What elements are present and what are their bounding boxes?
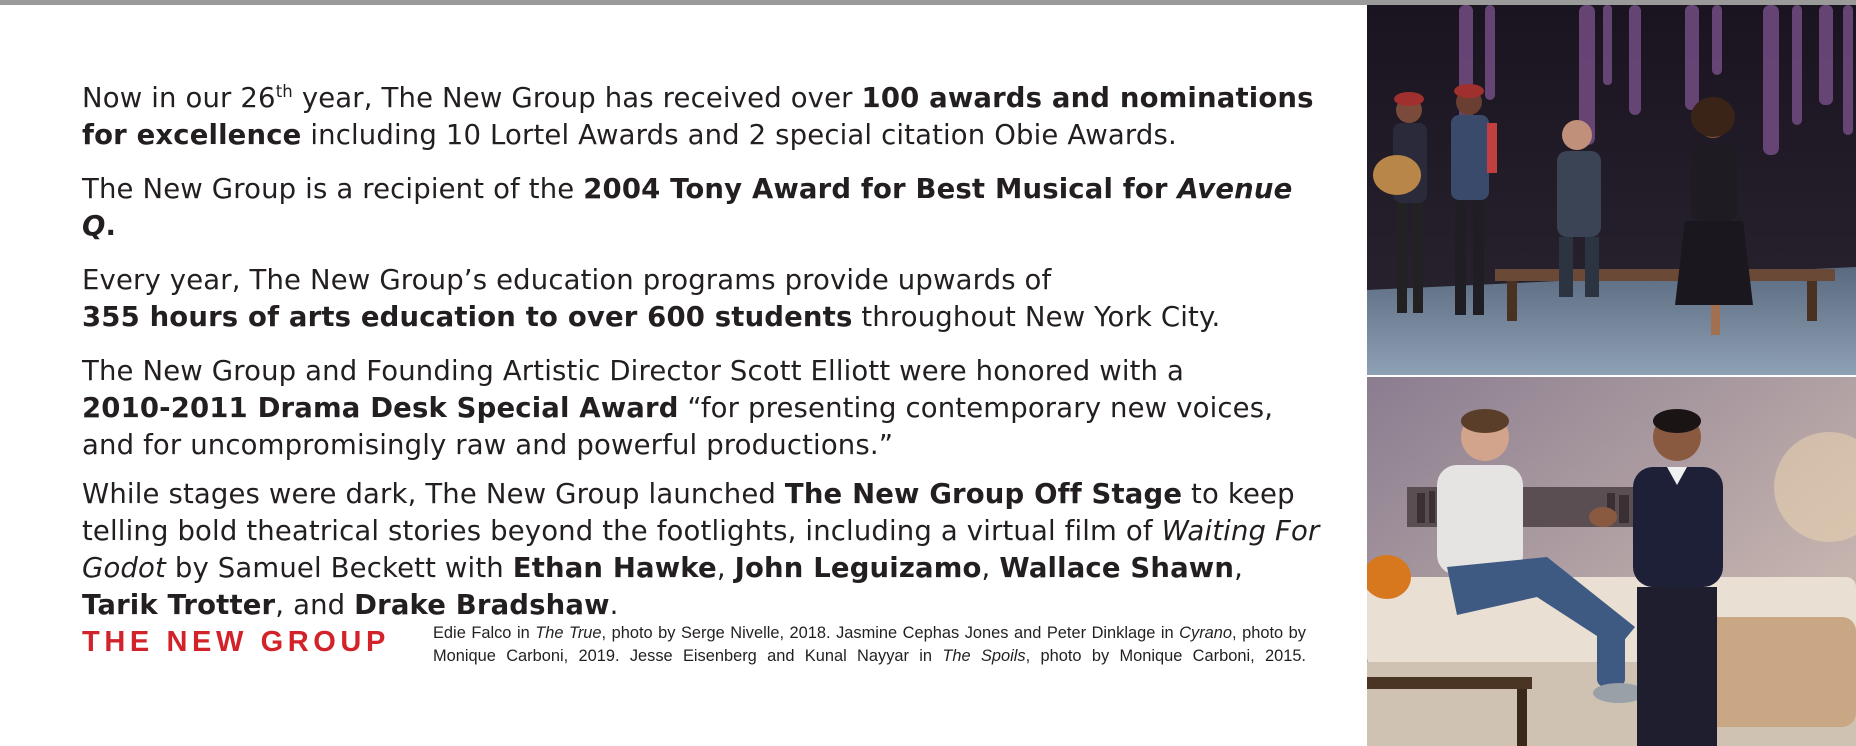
off-stage-paragraph: While stages were dark, The New Group launched The New Group Off Stage to keep telling bold theatrical stories beyond the footlights, including a virtual film of Waiting For Godot by Samuel Beckett with Ethan Hawke, John Leguizamo, Wallace Shawn, Tarik Trotter, and Drake Bradshaw. [82,478,1320,621]
stage-photo-top [1367,5,1856,375]
tony-paragraph: The New Group is a recipient of the 2004 Tony Award for Best Musical for Avenue Q. [82,173,1293,242]
new-group-logo: THE NEW GROUP [82,626,390,658]
body-copy [82,80,1322,641]
stage-scene-image [1367,5,1856,375]
education-paragraph: Every year, The New Group’s education programs provide upwards of 355 hours of arts education to over 600 students throughout New York City. [82,264,1221,333]
living-room-scene-image [1367,377,1856,746]
stage-photo-bottom [1367,377,1856,746]
drama-desk-paragraph: The New Group and Founding Artistic Director Scott Elliott were honored with a 2010-2011 Drama Desk Special Award “for presenting contemporary new voices, and for uncompromisingly raw and powerful productions.” [82,355,1274,461]
photo-credits: Edie Falco in The True, photo by Serge Nivelle, 2018. Jasmine Cephas Jones and Peter Dinklage in Cyrano, photo by Monique Carboni, 2019. Jesse Eisenberg and Kunal Nayyar in The Spoils, photo by Monique Carboni, 2015. [433,624,1306,665]
awards-paragraph: Now in our 26th year, The New Group has received over 100 awards and nominations for excellence including 10 Lortel Awards and 2 special citation Obie Awards. [82,82,1314,151]
